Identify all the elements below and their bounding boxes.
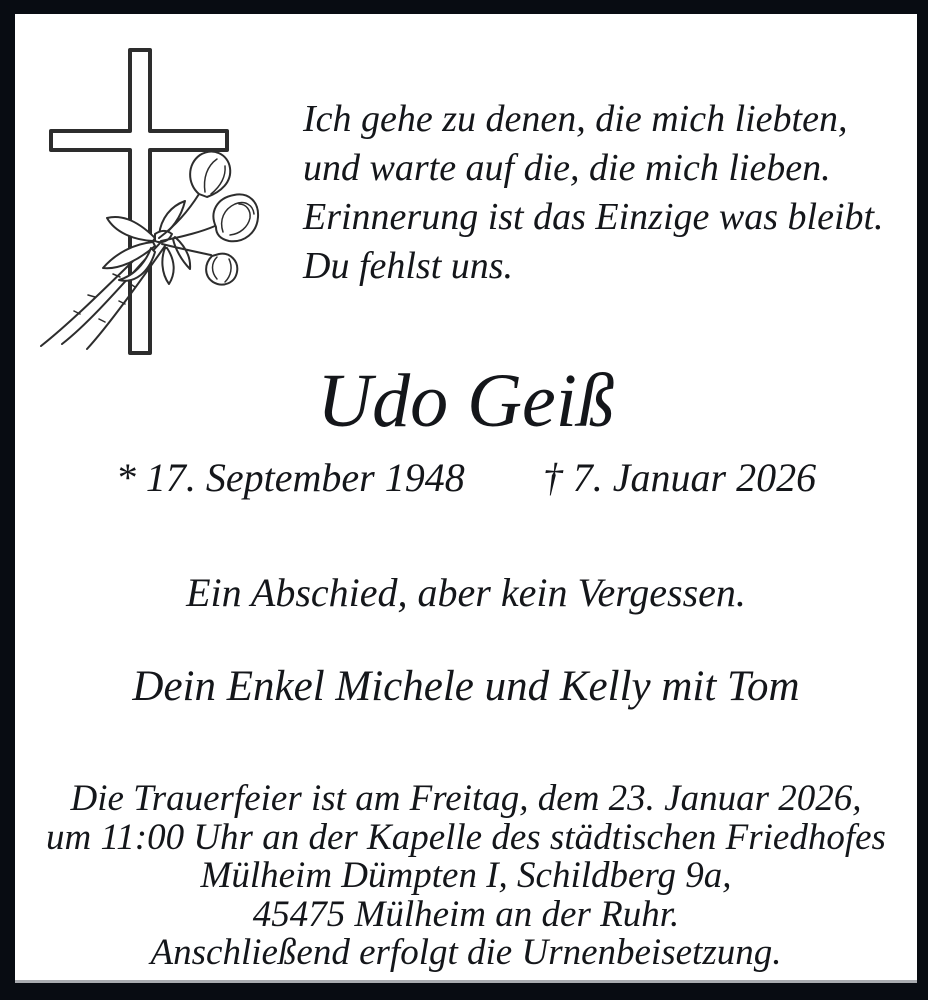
family-line: Dein Enkel Michele und Kelly mit Tom [132, 663, 800, 710]
death-notice-card [15, 14, 917, 983]
life-dates [15, 456, 917, 500]
deceased-name: Udo Geiß [317, 359, 615, 443]
funeral-line: Die Trauerfeier ist am Freitag, dem 23. Januar 2026, [70, 778, 862, 819]
funeral-info [15, 780, 917, 973]
funeral-line: 45475 Mülheim an der Ruhr. [252, 893, 680, 935]
farewell-line: Ein Abschied, aber kein Vergessen. [186, 570, 746, 615]
death-date: † 7. Januar 2026 [542, 455, 817, 500]
cross-outline [51, 50, 227, 353]
cross-with-roses-icon [35, 42, 260, 357]
verse-line: Du fehlst uns. [303, 245, 514, 287]
verse-line: Erinnerung ist das Einzige was bleibt. [303, 196, 884, 238]
funeral-line: Anschließend erfolgt die Urnenbeisetzung. [150, 932, 782, 973]
birth-date: * 17. September 1948 [115, 455, 465, 500]
memorial-verse [303, 95, 884, 291]
funeral-line: um 11:00 Uhr an der Kapelle des städtischen Friedhofes [46, 816, 886, 858]
verse-line: Ich gehe zu denen, die mich liebten, [303, 98, 848, 140]
funeral-line: Mülheim Dümpten I, Schildberg 9a, [200, 855, 732, 896]
verse-line: und warte auf die, die mich lieben. [303, 147, 831, 189]
